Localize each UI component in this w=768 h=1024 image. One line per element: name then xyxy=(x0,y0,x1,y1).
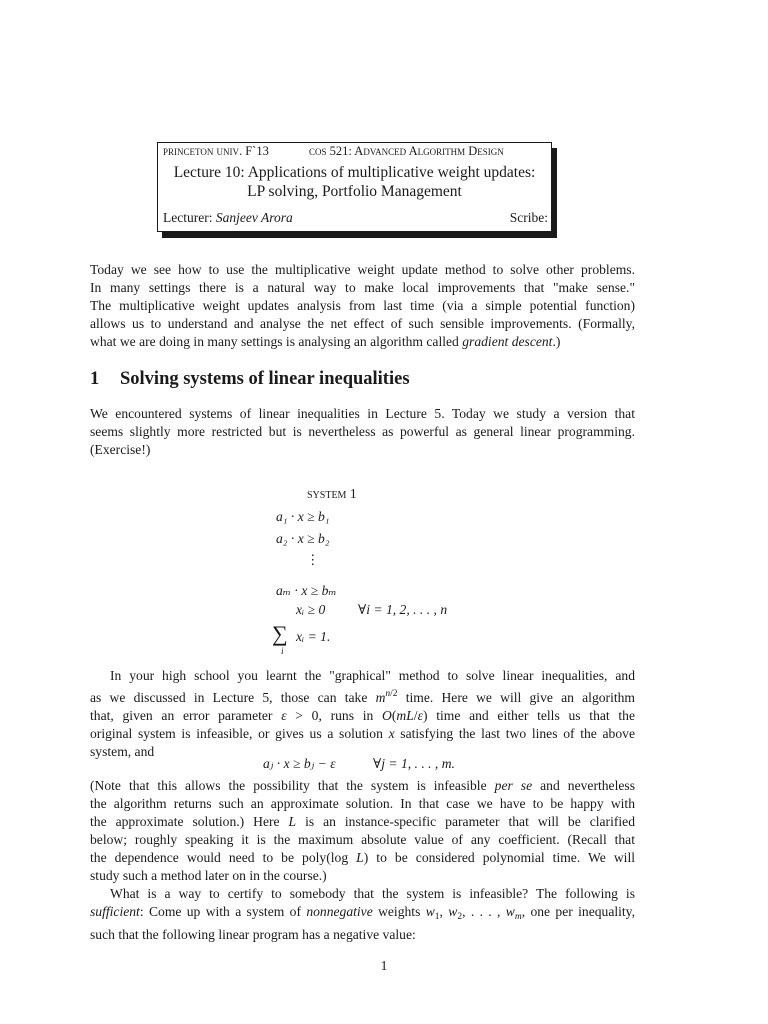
emphasis-sufficient: sufficient xyxy=(90,904,140,920)
constraint-m: aₘ · x ≥ bₘ xyxy=(276,583,337,598)
emphasis-nonnegative: nonnegative xyxy=(306,904,373,920)
constraint-2: a₂ · x ≥ b₂ xyxy=(276,531,330,546)
lecture-title-line2: LP solving, Portfolio Management xyxy=(247,183,462,200)
header-box xyxy=(157,142,552,232)
text-line: The multiplicative weight updates analysis from last time (via a simple potential function) xyxy=(90,298,635,314)
vertical-ellipsis: ⋮ xyxy=(306,552,320,567)
text-line: the algorithm returns such an approximate solution. In that case we have to be happy with xyxy=(90,796,635,812)
text-line: seems slightly more restricted but is nevertheless as powerful as general linear programming. xyxy=(90,424,635,440)
page-number: 1 xyxy=(380,958,388,973)
text-line: below; roughly speaking it is the maximum absolute value of any coefficient. (Recall that xyxy=(90,832,635,848)
sum-index: i xyxy=(281,647,284,657)
approx-constraint: aⱼ · x ≥ bⱼ − ε xyxy=(263,756,336,771)
text-line: sufficient: Come up with a system of nonnegative weights $w_1$, $w_2$, . . . , $w_m$, one per inequality, xyxy=(90,904,635,923)
text-line: What is a way to certify to somebody that the system is infeasible? The following is xyxy=(110,886,635,901)
section-paragraph-3 xyxy=(90,777,635,886)
text-line: the approximate solution.) Here L is an instance-specific parameter that will be clarified xyxy=(90,814,635,830)
text-line: In your high school you learnt the "graphical" method to solve linear inequalities, and xyxy=(110,668,635,683)
text-line: that, given an error parameter ε > 0, runs in O(mL/ε) time and either tells us that the xyxy=(90,708,636,724)
intro-paragraph xyxy=(90,261,635,351)
nonnegativity-constraint: xᵢ ≥ 0 xyxy=(296,602,326,617)
text-line: (Exercise!) xyxy=(90,442,151,458)
section-heading xyxy=(90,369,410,390)
constraint-1: a₁ · x ≥ b₁ xyxy=(276,509,330,524)
text-line: We encountered systems of linear inequalities in Lecture 5. Today we study a version that xyxy=(90,406,635,421)
text-line: as we discussed in Lecture 5, those can take $m^{n/2}$ time. Here we will give an algorithm xyxy=(90,689,635,706)
lecturer-name: Sanjeev Arora xyxy=(215,210,293,225)
text-line: what we are doing in many settings is analysing an algorithm called gradient descent.) xyxy=(90,334,561,350)
section-paragraph-4 xyxy=(90,885,635,944)
forall-i: ∀i = 1, 2, . . . , n xyxy=(358,602,448,617)
text-line: Today we see how to use the multiplicative weight update method to solve other problems. xyxy=(90,262,635,277)
sum-symbol: ∑ xyxy=(272,621,288,646)
section-title: Solving systems of linear inequalities xyxy=(120,369,410,389)
text-line: such that the following linear program has a negative value: xyxy=(90,927,416,943)
emphasis-per-se: per se xyxy=(494,778,533,793)
lecture-title-line1: Lecture 10: Applications of multiplicative weight updates: xyxy=(173,164,536,181)
text-line: original system is infeasible, or gives us a solution x satisfying the last two lines of the above xyxy=(90,726,635,742)
lecturer-label: Lecturer: xyxy=(163,210,213,225)
scribe-label: Scribe: xyxy=(509,210,548,225)
header-course: cos 521: Advanced Algorithm Design xyxy=(309,144,504,158)
section-paragraph-2 xyxy=(90,667,635,761)
text-line: the dependence would need to be poly(log L) to be considered polynomial time. We will xyxy=(90,850,635,866)
approx-forall-j: ∀j = 1, . . . , m. xyxy=(373,756,455,771)
lecturer xyxy=(163,210,293,226)
section-number: 1 xyxy=(90,369,100,389)
section-paragraph-1 xyxy=(90,405,635,459)
emphasis-gradient-descent: gradient descent xyxy=(462,334,553,350)
text-line: In many settings there is a natural way to make local improvements that "make sense." xyxy=(90,280,635,296)
header-institution: princeton univ. F`13 xyxy=(163,144,269,158)
text-line: system, and xyxy=(90,744,155,760)
system-label: system 1 xyxy=(307,486,357,501)
text-line: (Note that this allows the possibility that the system is infeasible per se and nevertheless xyxy=(90,778,635,793)
text-line: study such a method later on in the course.) xyxy=(90,868,327,884)
text-line: allows us to understand and analyse the net effect of such sensible improvements. (Formally, xyxy=(90,316,635,332)
sum-constraint: xᵢ = 1. xyxy=(296,629,331,644)
